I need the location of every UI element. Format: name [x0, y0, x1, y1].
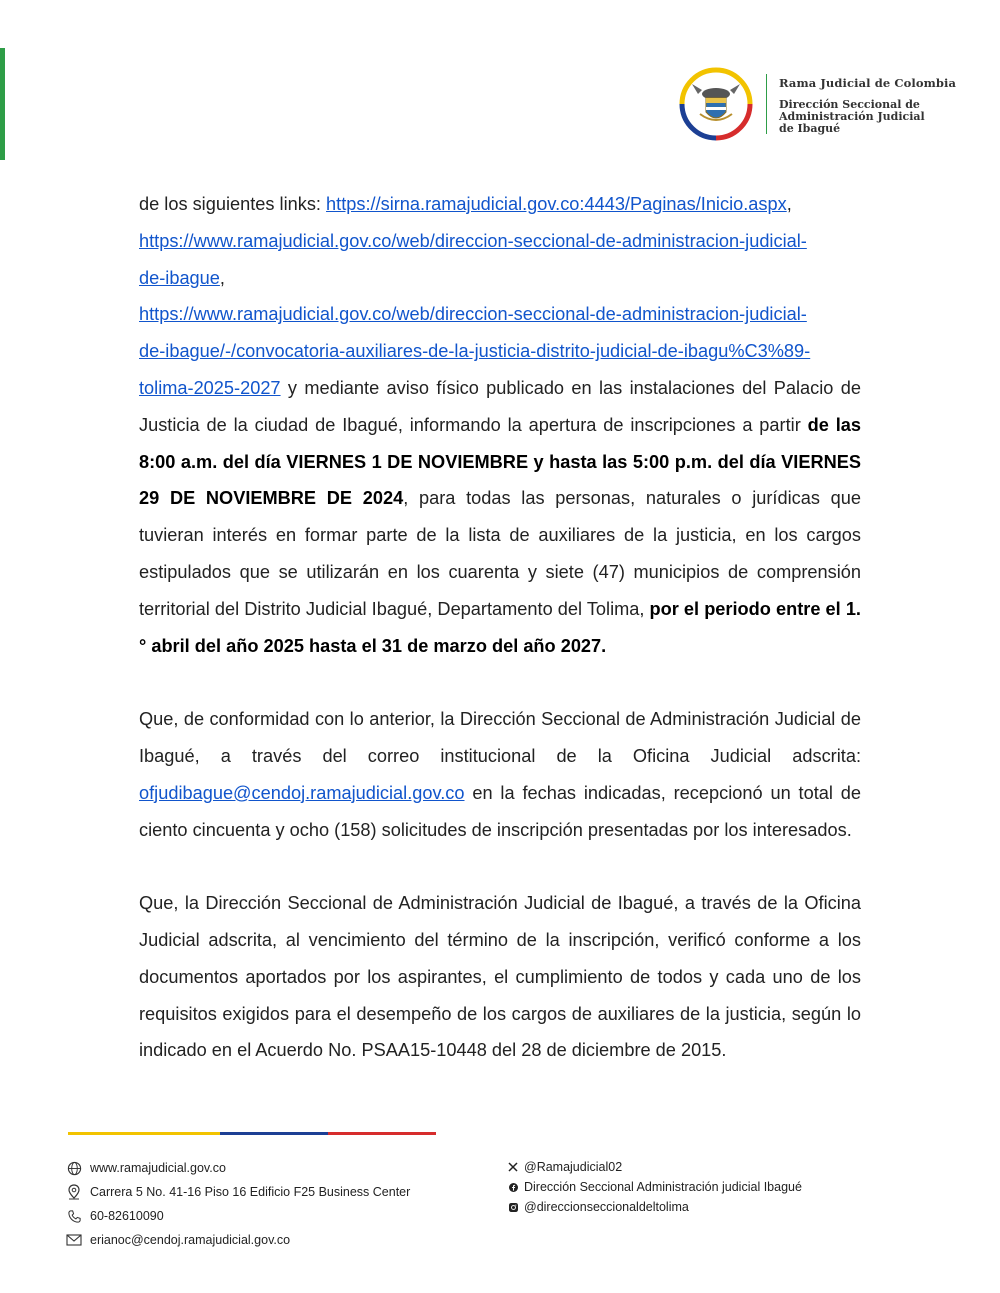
p1-dates-bold: de las 8:00 a.m. del día VIERNES 1 DE NOVIEMBRE y hasta las 5:00 p.m. del día VIERNES 29 DE NOVIEMBRE DE 2024 [139, 414, 862, 509]
x-twitter-icon [508, 1161, 518, 1173]
footer-phone: 60-82610090 [90, 1209, 164, 1223]
footer-twitter[interactable]: @Ramajudicial02 [524, 1160, 623, 1174]
footer-facebook-row [508, 1177, 802, 1197]
globe-icon [66, 1160, 82, 1176]
footer-contact [66, 1156, 410, 1252]
link-seccional-ibague-l2[interactable]: de-ibague [139, 267, 220, 288]
p2-text-b: en la fechas indicadas, recepcionó un total de ciento cincuenta y ocho (158) solicitudes de inscripción presentadas por los interesados. [139, 782, 861, 840]
document-body [139, 186, 861, 1106]
p1-period-bold: por el periodo entre el 1.° abril del año 2025 hasta el 31 de marzo del año 2027. [139, 598, 861, 656]
org-subtitle-line1: Dirección Seccional de [779, 98, 920, 111]
footer-stripe-red [328, 1132, 436, 1135]
footer-instagram-row [508, 1197, 802, 1217]
location-pin-icon [66, 1184, 82, 1200]
footer-address-row [66, 1180, 410, 1204]
p1-comma-2: , [219, 267, 225, 288]
link-sirna[interactable]: https://sirna.ramajudicial.gov.co:4443/Paginas/Inicio.aspx [326, 194, 787, 214]
paragraph-convocatoria [139, 186, 861, 664]
p2-text-a: Que, de conformidad con lo anterior, la Dirección Seccional de Administración Judicial de Ibagué, a través del correo institucional de la Oficina Judicial adscrita: [139, 709, 861, 766]
p1-text-a: y mediante aviso físico publicado en las instalaciones del Palacio de Justicia de la ciudad de Ibagué, informando la apertura de inscripciones a partir [139, 377, 861, 435]
footer-twitter-row [508, 1157, 802, 1177]
footer-address: Carrera 5 No. 41-16 Piso 16 Edificio F25 Business Center [90, 1185, 411, 1199]
footer-social [508, 1157, 802, 1217]
link-convocatoria-l1[interactable]: https://www.ramajudicial.gov.co/web/direccion-seccional-de-administracion-judicial- [139, 304, 807, 325]
footer-instagram[interactable]: @direccionseccionaldeltolima [524, 1200, 689, 1214]
p3-text: Que, la Dirección Seccional de Administración Judicial de Ibagué, a través de la Oficina Judicial adscrita, al vencimiento del término de la inscripción, verificó conforme a los documentos aportados por los aspirantes, el cumplimiento de todos y cada uno de los requisitos exigidos para el desempeño de los cargos de auxiliares de la justicia, según lo indicado en el Acuerdo No. PSAA15-10448 del 28 de diciembre de 2015. [139, 893, 861, 1061]
footer-facebook[interactable]: Dirección Seccional Administración judicial Ibagué [524, 1180, 802, 1194]
footer-website-row [66, 1156, 410, 1180]
coat-of-arms-icon [678, 66, 754, 142]
instagram-icon [508, 1201, 518, 1213]
paragraph-recepcion [139, 701, 861, 848]
footer-stripe-blue [220, 1132, 328, 1135]
footer-stripe-yellow [68, 1132, 220, 1135]
footer-email[interactable]: erianoc@cendoj.ramajudicial.gov.co [90, 1233, 291, 1247]
footer-email-row [66, 1228, 410, 1252]
link-seccional-ibague-l1[interactable]: https://www.ramajudicial.gov.co/web/direccion-seccional-de-administracion-judicial- [139, 230, 807, 251]
paragraph-verificacion [139, 885, 861, 1069]
footer-website[interactable]: www.ramajudicial.gov.co [90, 1161, 226, 1175]
org-subtitle-line3: de Ibagué [779, 122, 841, 135]
org-title: Rama Judicial de Colombia [779, 76, 957, 90]
link-convocatoria-l2[interactable]: de-ibague/-/convocatoria-auxiliares-de-la-justicia-distrito-judicial-de-ibagu%C3%89- [139, 341, 811, 362]
p1-intro: de los siguientes links: [139, 194, 327, 214]
left-accent-bar [0, 48, 5, 160]
p1-comma: , [786, 194, 792, 214]
email-oficina-judicial-link[interactable]: ofjudibague@cendoj.ramajudicial.gov.co [139, 782, 465, 803]
phone-icon [66, 1208, 82, 1224]
footer-phone-row [66, 1204, 410, 1228]
link-convocatoria-l3[interactable]: tolima-2025-2027 [139, 377, 281, 398]
facebook-icon [508, 1181, 518, 1193]
org-name-block [779, 76, 956, 135]
p1-text-b: , para todas las personas, naturales o jurídicas que tuvieran interés en formar parte de la lista de auxiliares de la justicia, en los cargos estipulados que se utilizarán en los cuarenta y siete (47) municipios de comprensión territorial del Distrito Judicial Ibagué, Departamento del Tolima, [139, 488, 861, 619]
mail-icon [66, 1232, 82, 1248]
logo-divider [766, 74, 767, 134]
org-subtitle-line2: Administración Judicial [779, 110, 925, 123]
